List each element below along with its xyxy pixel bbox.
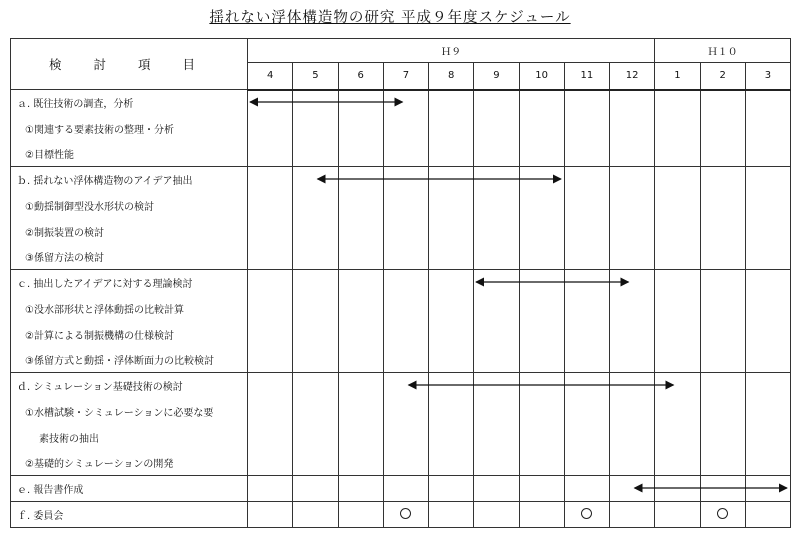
- month-header: 4: [248, 63, 293, 90]
- subtask-label: ②目標性能: [11, 141, 248, 167]
- month-cell: [248, 270, 293, 296]
- month-cell: [564, 193, 609, 219]
- subtask-label: ①没水部形状と浮体動揺の比較計算: [11, 296, 248, 322]
- month-cell: [429, 476, 474, 502]
- month-cell: [383, 347, 428, 373]
- month-cell: [293, 167, 338, 193]
- subtask-label: ①水槽試験・シミュレーションに必要な要: [11, 399, 248, 425]
- month-cell: [383, 450, 428, 476]
- task-row: [11, 90, 791, 116]
- month-cell: [564, 141, 609, 167]
- month-cell: [474, 193, 519, 219]
- month-cell: [564, 476, 609, 502]
- month-cell: [700, 321, 745, 347]
- month-cell: [338, 373, 383, 399]
- month-cell: [519, 90, 564, 116]
- month-cell: [655, 90, 700, 116]
- task-label: ｄ. シミュレーション基礎技術の検討: [11, 373, 248, 399]
- month-cell: [564, 90, 609, 116]
- task-row: [11, 424, 791, 450]
- month-cell: [338, 502, 383, 528]
- month-cell: [248, 218, 293, 244]
- month-cell: [700, 141, 745, 167]
- task-row: [11, 373, 791, 399]
- month-cell: [429, 193, 474, 219]
- month-cell: [429, 399, 474, 425]
- month-cell: [745, 115, 790, 141]
- month-cell: [338, 270, 383, 296]
- month-cell: [429, 244, 474, 270]
- subtask-label: ①動揺制御型没水形状の検討: [11, 193, 248, 219]
- month-cell: [248, 424, 293, 450]
- month-cell: [338, 296, 383, 322]
- month-header: 12: [610, 63, 655, 90]
- month-cell: [745, 321, 790, 347]
- month-cell: [564, 424, 609, 450]
- month-cell: [248, 476, 293, 502]
- month-cell: [429, 90, 474, 116]
- month-cell: [700, 476, 745, 502]
- month-header: 7: [383, 63, 428, 90]
- month-cell: [519, 244, 564, 270]
- month-cell: [383, 476, 428, 502]
- month-cell: [293, 296, 338, 322]
- month-cell: [293, 244, 338, 270]
- month-cell: [429, 270, 474, 296]
- subtask-label: ③係留方法の検討: [11, 244, 248, 270]
- task-row: [11, 270, 791, 296]
- month-cell: [700, 373, 745, 399]
- month-cell: [745, 450, 790, 476]
- task-row: [11, 321, 791, 347]
- month-cell: [564, 399, 609, 425]
- month-cell: [474, 90, 519, 116]
- month-cell: [610, 476, 655, 502]
- month-cell: [293, 399, 338, 425]
- month-cell: [700, 270, 745, 296]
- month-cell: [429, 296, 474, 322]
- month-cell: [610, 141, 655, 167]
- month-cell: [564, 270, 609, 296]
- month-cell: [474, 424, 519, 450]
- month-cell: [474, 218, 519, 244]
- month-cell: [248, 373, 293, 399]
- month-cell: [429, 115, 474, 141]
- month-cell: [564, 115, 609, 141]
- month-cell: [745, 244, 790, 270]
- month-header: 11: [564, 63, 609, 90]
- month-cell: [519, 270, 564, 296]
- subtask-label: ②計算による制振機構の仕様検討: [11, 321, 248, 347]
- month-cell: [745, 90, 790, 116]
- month-cell: [745, 193, 790, 219]
- month-cell: [474, 399, 519, 425]
- month-cell: [745, 167, 790, 193]
- month-cell: [700, 399, 745, 425]
- month-cell: [745, 296, 790, 322]
- month-cell: [248, 193, 293, 219]
- month-cell: [519, 296, 564, 322]
- month-header: 6: [338, 63, 383, 90]
- month-cell: [655, 218, 700, 244]
- month-cell: [338, 141, 383, 167]
- month-cell: [519, 424, 564, 450]
- month-cell: [293, 450, 338, 476]
- task-label: ｂ. 揺れない浮体構造物のアイデア抽出: [11, 167, 248, 193]
- month-cell: [655, 347, 700, 373]
- month-cell: [474, 450, 519, 476]
- month-cell: [700, 115, 745, 141]
- month-cell: [293, 218, 338, 244]
- month-cell: [429, 450, 474, 476]
- month-cell: [745, 424, 790, 450]
- month-cell: [248, 115, 293, 141]
- month-cell: [338, 424, 383, 450]
- month-cell: [745, 502, 790, 528]
- month-cell: [610, 347, 655, 373]
- month-cell: [248, 141, 293, 167]
- committee-meeting-marker: [581, 508, 592, 519]
- month-cell: [655, 399, 700, 425]
- month-cell: [474, 270, 519, 296]
- task-row: [11, 167, 791, 193]
- task-row: [11, 141, 791, 167]
- month-cell: [293, 502, 338, 528]
- month-cell: [338, 321, 383, 347]
- month-cell: [745, 347, 790, 373]
- month-cell: [564, 296, 609, 322]
- month-cell: [248, 296, 293, 322]
- month-cell: [519, 502, 564, 528]
- month-header: 2: [700, 63, 745, 90]
- month-cell: [700, 450, 745, 476]
- month-cell: [655, 193, 700, 219]
- task-row: [11, 476, 791, 502]
- month-cell: [383, 218, 428, 244]
- schedule-body: [11, 90, 791, 528]
- month-cell: [383, 244, 428, 270]
- month-cell: [248, 347, 293, 373]
- month-cell: [655, 424, 700, 450]
- month-cell: [383, 193, 428, 219]
- month-cell: [745, 476, 790, 502]
- month-cell: [700, 90, 745, 116]
- month-cell: [293, 373, 338, 399]
- month-cell: [429, 141, 474, 167]
- task-row: [11, 347, 791, 373]
- month-cell: [564, 244, 609, 270]
- month-cell: [610, 296, 655, 322]
- month-cell: [383, 424, 428, 450]
- month-cell: [338, 115, 383, 141]
- month-cell: [564, 321, 609, 347]
- task-row: [11, 218, 791, 244]
- month-cell: [383, 502, 428, 528]
- month-cell: [610, 167, 655, 193]
- month-cell: [474, 321, 519, 347]
- subtask-label: 素技術の抽出: [11, 424, 248, 450]
- month-cell: [700, 167, 745, 193]
- month-cell: [429, 347, 474, 373]
- month-cell: [519, 115, 564, 141]
- month-cell: [564, 218, 609, 244]
- month-cell: [338, 218, 383, 244]
- month-cell: [610, 373, 655, 399]
- month-cell: [700, 193, 745, 219]
- month-cell: [564, 347, 609, 373]
- month-cell: [338, 167, 383, 193]
- subtask-label: ②基礎的シミュレーションの開発: [11, 450, 248, 476]
- month-cell: [293, 115, 338, 141]
- month-header: 9: [474, 63, 519, 90]
- month-cell: [655, 141, 700, 167]
- month-cell: [745, 270, 790, 296]
- task-row: [11, 450, 791, 476]
- month-cell: [564, 167, 609, 193]
- month-cell: [293, 90, 338, 116]
- month-cell: [655, 502, 700, 528]
- month-cell: [338, 450, 383, 476]
- month-cell: [519, 193, 564, 219]
- month-cell: [655, 296, 700, 322]
- task-row: [11, 399, 791, 425]
- month-cell: [429, 424, 474, 450]
- month-cell: [383, 321, 428, 347]
- month-cell: [248, 399, 293, 425]
- month-cell: [338, 244, 383, 270]
- month-cell: [610, 399, 655, 425]
- task-row: [11, 193, 791, 219]
- month-cell: [474, 347, 519, 373]
- month-cell: [610, 193, 655, 219]
- month-cell: [338, 399, 383, 425]
- month-header: 5: [293, 63, 338, 90]
- month-cell: [429, 502, 474, 528]
- task-row: [11, 244, 791, 270]
- subtask-label: ③係留方式と動揺・浮体断面力の比較検討: [11, 347, 248, 373]
- month-cell: [700, 347, 745, 373]
- month-cell: [293, 476, 338, 502]
- month-cell: [700, 502, 745, 528]
- month-cell: [248, 90, 293, 116]
- month-cell: [610, 218, 655, 244]
- month-cell: [474, 502, 519, 528]
- month-cell: [610, 321, 655, 347]
- committee-meeting-marker: [400, 508, 411, 519]
- task-row: [11, 502, 791, 528]
- month-cell: [338, 193, 383, 219]
- month-cell: [383, 167, 428, 193]
- month-cell: [655, 450, 700, 476]
- month-cell: [519, 321, 564, 347]
- month-cell: [293, 424, 338, 450]
- month-cell: [655, 115, 700, 141]
- month-cell: [293, 347, 338, 373]
- task-label: ｃ. 抽出したアイデアに対する理論検討: [11, 270, 248, 296]
- month-cell: [248, 167, 293, 193]
- month-cell: [383, 115, 428, 141]
- month-header: 10: [519, 63, 564, 90]
- month-cell: [655, 373, 700, 399]
- task-label: ｅ. 報告書作成: [11, 476, 248, 502]
- month-cell: [745, 218, 790, 244]
- month-cell: [519, 373, 564, 399]
- task-label: ａ. 既往技術の調査，分析: [11, 90, 248, 116]
- month-header: 8: [429, 63, 474, 90]
- month-cell: [610, 244, 655, 270]
- month-cell: [519, 476, 564, 502]
- month-cell: [519, 141, 564, 167]
- year-group-h10: Ｈ１０: [655, 39, 791, 63]
- month-cell: [383, 141, 428, 167]
- month-cell: [655, 476, 700, 502]
- task-row: [11, 296, 791, 322]
- month-header: 1: [655, 63, 700, 90]
- month-cell: [564, 502, 609, 528]
- subtask-label: ②制振装置の検討: [11, 218, 248, 244]
- month-cell: [519, 167, 564, 193]
- month-cell: [383, 270, 428, 296]
- month-cell: [745, 399, 790, 425]
- month-cell: [474, 476, 519, 502]
- month-cell: [610, 502, 655, 528]
- month-cell: [383, 399, 428, 425]
- month-cell: [564, 373, 609, 399]
- month-cell: [248, 450, 293, 476]
- month-cell: [383, 296, 428, 322]
- month-cell: [610, 115, 655, 141]
- month-cell: [745, 373, 790, 399]
- month-cell: [429, 321, 474, 347]
- month-cell: [474, 296, 519, 322]
- month-cell: [655, 167, 700, 193]
- month-cell: [383, 90, 428, 116]
- month-cell: [700, 218, 745, 244]
- month-cell: [429, 167, 474, 193]
- month-cell: [429, 218, 474, 244]
- schedule-table: [10, 38, 791, 528]
- month-cell: [655, 244, 700, 270]
- task-row: [11, 115, 791, 141]
- month-cell: [700, 424, 745, 450]
- header-row-years: [11, 39, 791, 63]
- month-cell: [338, 476, 383, 502]
- month-cell: [700, 244, 745, 270]
- month-cell: [293, 270, 338, 296]
- month-cell: [519, 450, 564, 476]
- month-cell: [248, 502, 293, 528]
- month-cell: [700, 296, 745, 322]
- month-cell: [293, 321, 338, 347]
- month-cell: [338, 347, 383, 373]
- year-group-h9: Ｈ９: [248, 39, 655, 63]
- month-cell: [519, 347, 564, 373]
- subtask-label: ①関連する要素技術の整理・分析: [11, 115, 248, 141]
- month-cell: [610, 450, 655, 476]
- month-cell: [474, 115, 519, 141]
- committee-meeting-marker: [717, 508, 728, 519]
- document-title: 揺れない浮体構造物の研究 平成９年度スケジュール: [209, 10, 571, 26]
- month-cell: [248, 321, 293, 347]
- month-cell: [293, 193, 338, 219]
- month-cell: [655, 270, 700, 296]
- month-cell: [248, 244, 293, 270]
- month-cell: [474, 244, 519, 270]
- month-cell: [519, 218, 564, 244]
- month-header: 3: [745, 63, 790, 90]
- month-cell: [610, 424, 655, 450]
- month-cell: [474, 373, 519, 399]
- month-cell: [610, 90, 655, 116]
- month-cell: [338, 90, 383, 116]
- month-cell: [564, 450, 609, 476]
- month-cell: [474, 141, 519, 167]
- month-cell: [610, 270, 655, 296]
- month-cell: [655, 321, 700, 347]
- month-cell: [474, 167, 519, 193]
- month-cell: [293, 141, 338, 167]
- item-column-header: 検 討 項 目: [11, 39, 248, 90]
- month-cell: [745, 141, 790, 167]
- month-cell: [519, 399, 564, 425]
- month-cell: [383, 373, 428, 399]
- month-cell: [429, 373, 474, 399]
- task-label: ｆ. 委員会: [11, 502, 248, 528]
